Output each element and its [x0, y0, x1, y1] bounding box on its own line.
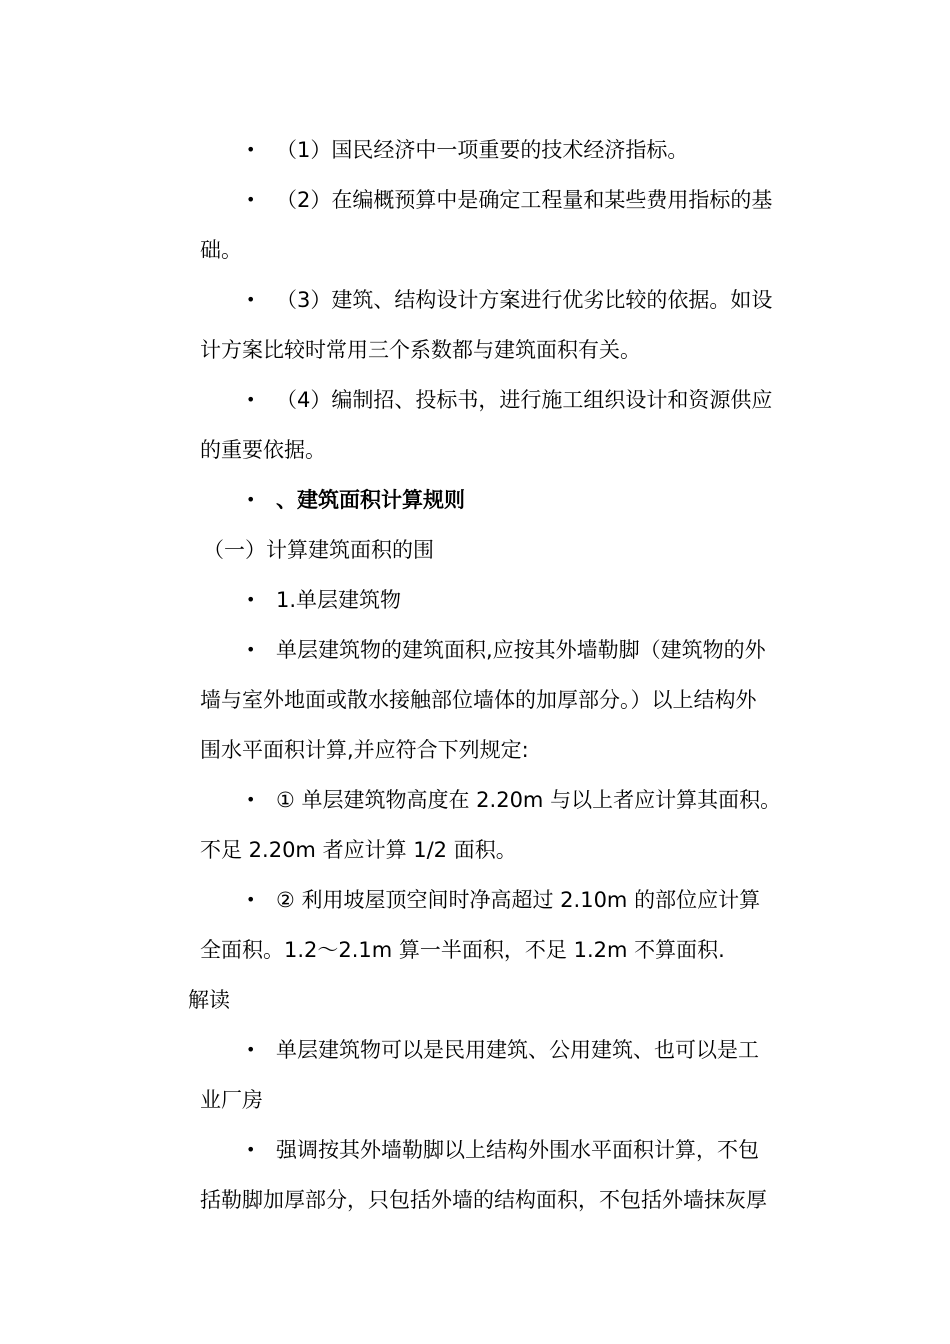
- paragraph-line: 1.单层建筑物: [276, 588, 402, 612]
- paragraph-line: 墙与室外地面或散水接触部位墙体的加厚部分。）以上结构外: [200, 688, 757, 712]
- paragraph-line: 计方案比较时常用三个系数都与建筑面积有关。: [200, 338, 641, 362]
- paragraph-line: （3）建筑、结构设计方案进行优劣比较的依据。如设: [276, 288, 773, 312]
- paragraph-line: ① 单层建筑物高度在 2.20m 与以上者应计算其面积。: [276, 788, 782, 812]
- paragraph-line: （1）国民经济中一项重要的技术经济指标。: [276, 138, 689, 162]
- bullet-marker: •: [246, 1040, 256, 1059]
- bullet-marker: •: [246, 1140, 256, 1159]
- paragraph-line: 单层建筑物可以是民用建筑、公用建筑、也可以是工: [276, 1038, 759, 1062]
- bullet-marker: •: [246, 390, 256, 409]
- paragraph-line: 全面积。1.2～2.1m 算一半面积，不足 1.2m 不算面积.: [200, 938, 725, 962]
- paragraph-line: 业厂房: [200, 1088, 263, 1112]
- bullet-marker: •: [246, 290, 256, 309]
- paragraph-line: （2）在编概预算中是确定工程量和某些费用指标的基: [276, 188, 773, 212]
- subsection-heading: （一）计算建筑面积的围: [203, 538, 434, 562]
- bullet-marker: •: [246, 140, 256, 159]
- paragraph-line: 单层建筑物的建筑面积,应按其外墙勒脚（建筑物的外: [276, 638, 766, 662]
- bullet-marker: •: [246, 190, 256, 209]
- paragraph-line: 不足 2.20m 者应计算 1/2 面积。: [200, 838, 517, 862]
- bullet-marker: •: [246, 490, 256, 509]
- bullet-marker: •: [246, 640, 256, 659]
- interpretation-heading: 解读: [188, 988, 230, 1012]
- paragraph-line: 础。: [200, 238, 242, 262]
- bullet-marker: •: [246, 590, 256, 609]
- paragraph-line: 括勒脚加厚部分，只包括外墙的结构面积，不包括外墙抹灰厚: [200, 1188, 767, 1212]
- paragraph-line: 的重要依据。: [200, 438, 326, 462]
- bullet-marker: •: [246, 890, 256, 909]
- bullet-marker: •: [246, 790, 256, 809]
- paragraph-line: 强调按其外墙勒脚以上结构外围水平面积计算，不包: [276, 1138, 759, 1162]
- paragraph-line: ② 利用坡屋顶空间时净高超过 2.10m 的部位应计算: [276, 888, 761, 912]
- section-heading: 、建筑面积计算规则: [276, 488, 465, 512]
- paragraph-line: （4）编制招、投标书，进行施工组织设计和资源供应: [276, 388, 773, 412]
- paragraph-line: 围水平面积计算,并应符合下列规定:: [200, 738, 529, 762]
